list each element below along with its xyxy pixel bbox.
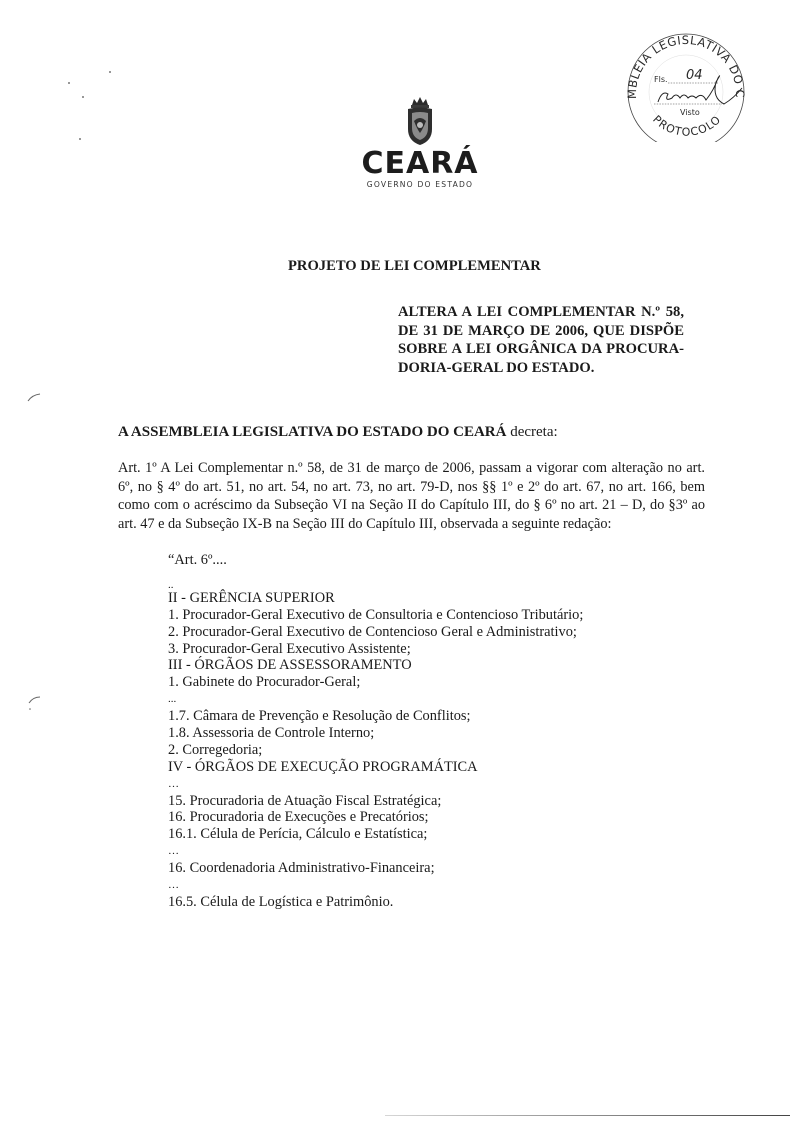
- enacting-clause-verb: decreta:: [506, 424, 558, 440]
- state-logo: [355, 95, 485, 189]
- enacting-clause: [118, 424, 558, 441]
- scan-speck: [68, 82, 70, 84]
- ementa: [398, 303, 684, 377]
- quoted-article-6: [168, 552, 583, 911]
- ementa-line: ALTERA A LEI COMPLEMENTAR N.º 58,: [398, 304, 684, 320]
- quoted-line: 1. Gabinete do Procurador-Geral;: [168, 674, 361, 691]
- quoted-line: IV - ÓRGÃOS DE EXECUÇÃO PROGRAMÁTICA: [168, 758, 478, 775]
- quoted-line: 16.1. Célula de Perícia, Cálculo e Estatística;: [168, 826, 428, 843]
- quoted-line: 1. Procurador-Geral Executivo de Consultoria e Contencioso Tributário;: [168, 606, 584, 623]
- scan-speck: [79, 138, 81, 140]
- stamp-fls-label: Fls.: [654, 75, 668, 84]
- quoted-line: 2. Procurador-Geral Executivo de Contencioso Geral e Administrativo;: [168, 623, 577, 640]
- article-1-line: como com o acréscimo da Subseção VI na Seção II do Capítulo III, do § 6º no art. 21 – D, do §3º ao: [118, 497, 705, 514]
- quoted-line: …: [168, 879, 179, 892]
- ementa-line: SOBRE A LEI ORGÂNICA DA PROCURA-: [398, 341, 684, 357]
- scan-speck: [109, 71, 111, 73]
- scan-speck: [82, 96, 84, 98]
- ementa-line: DORIA-GERAL DO ESTADO.: [398, 359, 595, 376]
- article-1-line: Art. 1º A Lei Complementar n.º 58, de 31 de março de 2006, passam a vigorar com alteração no art.: [118, 460, 705, 476]
- stamp-ring-top-text: MBLEIA LEGISLATIVA DO C: [624, 32, 748, 99]
- quoted-line: 3. Procurador-Geral Executivo Assistente;: [168, 640, 411, 657]
- quoted-line: 16. Procuradoria de Execuções e Precatórios;: [168, 809, 429, 826]
- document-title: PROJETO DE LEI COMPLEMENTAR: [288, 258, 541, 274]
- quoted-line: ...: [168, 693, 177, 706]
- logo-subtitle: GOVERNO DO ESTADO: [366, 180, 474, 189]
- stamp-visto-label: Visto: [680, 108, 700, 117]
- stamp-ring-bottom-text: PROTOCOLO: [650, 112, 724, 139]
- quoted-line: II - GERÊNCIA SUPERIOR: [168, 589, 335, 606]
- protocol-stamp: [618, 22, 768, 142]
- article-1-line: art. 47 e da Subseção IX-B na Seção III do Capítulo III, observada a seguinte redação:: [118, 515, 612, 532]
- quoted-line: 1.7. Câmara de Prevenção e Resolução de Conflitos;: [168, 708, 471, 725]
- quoted-line: …: [168, 777, 179, 790]
- quoted-line: 16.5. Célula de Logística e Patrimônio.: [168, 893, 394, 910]
- quoted-line: [168, 569, 583, 577]
- ementa-line: DE 31 DE MARÇO DE 2006, QUE DISPÕE: [398, 322, 684, 339]
- article-1: [118, 459, 705, 533]
- quoted-line: III - ÓRGÃOS DE ASSESSORAMENTO: [168, 657, 412, 674]
- coat-of-arms-icon: [403, 95, 437, 147]
- enacting-clause-authority: A ASSEMBLEIA LEGISLATIVA DO ESTADO DO CEARÁ: [118, 424, 507, 440]
- quoted-line: 2. Corregedoria;: [168, 741, 263, 758]
- quoted-line: “Art. 6º....: [168, 552, 227, 568]
- stamp-fls-value: 04: [686, 68, 703, 83]
- pen-mark: [26, 694, 42, 712]
- footer-rule: [385, 1115, 790, 1116]
- quoted-line: 1.8. Assessoria de Controle Interno;: [168, 725, 375, 742]
- logo-brand-text: CEARÁ: [361, 146, 479, 181]
- pen-mark: [26, 392, 42, 402]
- article-1-line: 6º, no § 4º do art. 51, no art. 54, no art. 73, no art. 79-D, nos §§ 1º e 2º do art. 67, no art. 166, bem: [118, 478, 705, 495]
- quoted-line: 16. Coordenadoria Administrativo-Financeira;: [168, 860, 435, 877]
- quoted-line: …: [168, 845, 179, 858]
- quoted-line: ..: [168, 578, 174, 591]
- quoted-line: 15. Procuradoria de Atuação Fiscal Estratégica;: [168, 792, 442, 809]
